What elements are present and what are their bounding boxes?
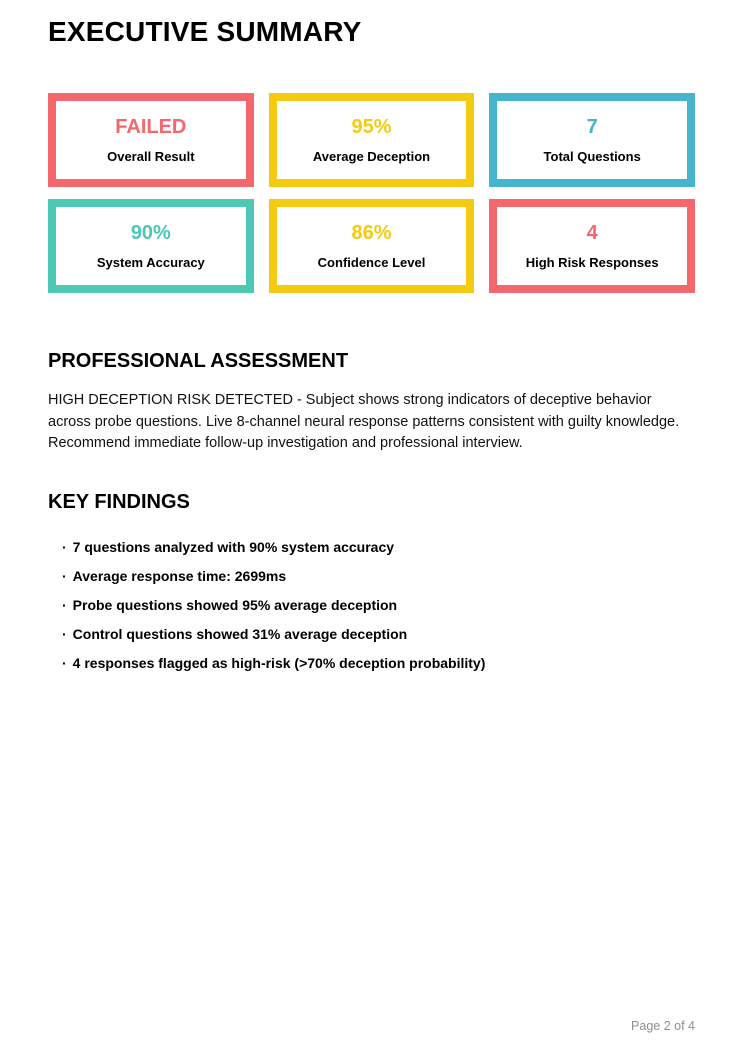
finding-text: Probe questions showed 95% average deception xyxy=(72,596,398,613)
summary-stat-cards xyxy=(48,93,695,293)
finding-text: 7 questions analyzed with 90% system accuracy xyxy=(72,538,395,555)
finding-item xyxy=(62,562,695,591)
assessment-heading: PROFESSIONAL ASSESSMENT xyxy=(48,350,349,372)
stat-card-system-accuracy xyxy=(48,199,254,293)
stat-card-total-questions xyxy=(489,93,695,187)
bullet-icon xyxy=(62,626,73,642)
report-page xyxy=(0,15,743,1059)
bullet-icon xyxy=(62,655,73,671)
finding-item xyxy=(62,649,695,678)
stat-label: Average Deception xyxy=(312,149,431,164)
page-title: EXECUTIVE SUMMARY xyxy=(48,16,362,47)
stat-value: 95% xyxy=(351,116,392,138)
bullet-icon xyxy=(62,568,73,584)
stat-label: System Accuracy xyxy=(96,255,205,270)
finding-text: Average response time: 2699ms xyxy=(72,567,287,584)
assessment-body: HIGH DECEPTION RISK DETECTED - Subject shows strong indicators of deceptive behavior across probe questions. Live 8-channel neural response patterns consistent with guilty knowledge. Recommend immediate follow-up investigation and professional interview. xyxy=(48,392,680,451)
bullet-icon xyxy=(62,597,73,613)
stat-value: FAILED xyxy=(115,116,187,138)
stat-label: Overall Result xyxy=(107,149,195,164)
stat-value: 90% xyxy=(130,222,171,244)
findings-list xyxy=(48,533,695,678)
finding-text: Control questions showed 31% average deception xyxy=(72,625,408,642)
stat-card-confidence-level xyxy=(269,199,475,293)
stat-card-high-risk-responses xyxy=(489,199,695,293)
bullet-icon xyxy=(62,539,73,555)
stat-card-average-deception xyxy=(269,93,475,187)
stat-card-overall-result xyxy=(48,93,254,187)
stat-label: Total Questions xyxy=(543,149,641,164)
stat-label: Confidence Level xyxy=(317,255,426,270)
page-number: Page 2 of 4 xyxy=(631,1019,695,1033)
stat-value: 7 xyxy=(586,116,598,138)
stat-value: 86% xyxy=(351,222,392,244)
finding-text: 4 responses flagged as high-risk (>70% deception probability) xyxy=(72,654,486,671)
stat-label: High Risk Responses xyxy=(525,255,659,270)
finding-item xyxy=(62,591,695,620)
finding-item xyxy=(62,533,695,562)
stat-value: 4 xyxy=(586,222,598,244)
page-content xyxy=(0,15,743,678)
finding-item xyxy=(62,620,695,649)
findings-heading: KEY FINDINGS xyxy=(48,490,190,513)
